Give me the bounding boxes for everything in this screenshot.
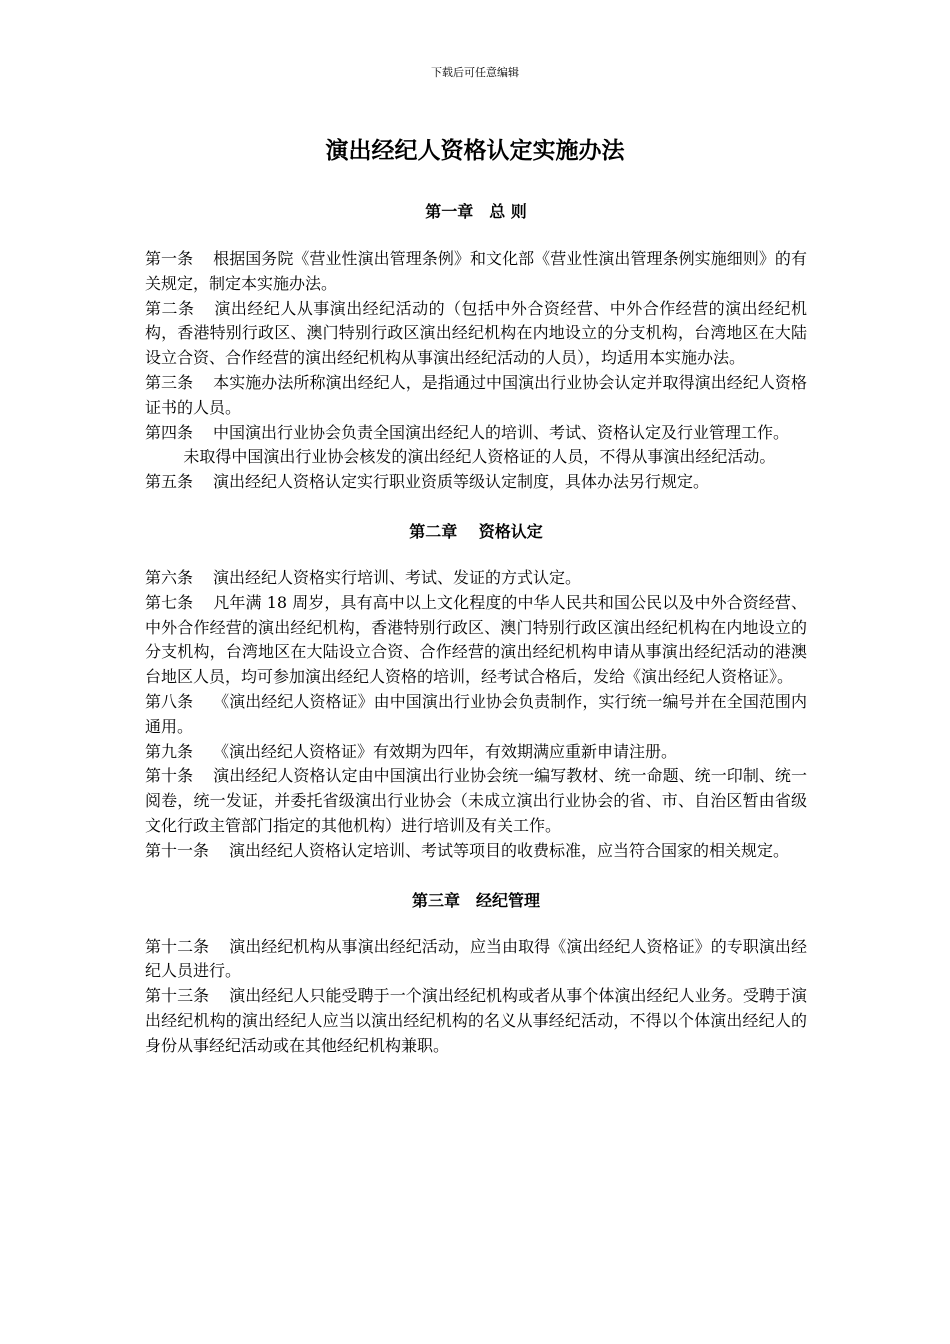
article-number: 第十一条 xyxy=(145,840,210,860)
chapter-title: 第二章 资格认定 xyxy=(409,521,543,541)
article xyxy=(145,247,807,297)
header-note: 下载后可任意编辑 xyxy=(431,66,519,79)
article-text: 未取得中国演出行业协会核发的演出经纪人资格证的人员，不得从事演出经纪活动。 xyxy=(183,447,776,467)
article-text: 演出经纪人资格认定实行职业资质等级认定制度，具体办法另行规定。 xyxy=(213,472,710,492)
article-number: 第十条 xyxy=(145,766,194,786)
article xyxy=(145,839,807,864)
article-text: 演出经纪人从事演出经纪活动的（包括中外合资经营、中外合作经营的演出经纪机构，香港特别行政区、澳门特别行政区演出经纪机构在内地设立的分支机构，台湾地区在大陆设立合资、合作经营的演出经纪机构从事演出经纪活动的人员），均适用本实施办法。 xyxy=(145,298,807,368)
article-number: 第一条 xyxy=(145,249,194,268)
article-text: 本实施办法所称演出经纪人，是指通过中国演出行业协会认定并取得演出经纪人资格证书的人员。 xyxy=(145,372,807,417)
article-text: 演出经纪人只能受聘于一个演出经纪机构或者从事个体演出经纪人业务。受聘于演出经纪机构的演出经纪人应当以演出经纪机构的名义从事经纪活动，不得以个体演出经纪人的身份从事经纪活动或在其他经纪机构兼职。 xyxy=(145,986,807,1055)
article-number: 第九条 xyxy=(145,741,194,761)
article-text: 演出经纪人资格认定由中国演出行业协会统一编写教材、统一命题、统一印制、统一阅卷，统一发证，并委托省级演出行业协会（未成立演出行业协会的省、市、自治区暂由省级文化行政主管部门指定的其他机构）进行培训及有关工作。 xyxy=(145,766,807,835)
article-number: 第六条 xyxy=(145,567,194,587)
chapter-2 xyxy=(145,520,807,864)
article-number: 第七条 xyxy=(145,592,194,612)
article xyxy=(145,421,807,446)
article-continuation xyxy=(145,445,807,470)
article-number: 第二条 xyxy=(145,298,195,318)
article-text: 凡年满 18 周岁，具有高中以上文化程度的中华人民共和国公民以及中外合资经营、中外合作经营的演出经纪机构，香港特别行政区、澳门特别行政区演出经纪机构在内地设立的分支机构，台湾地区在大陆设立合资、合作经营的演出经纪机构申请从事演出经纪活动的港澳台地区人员，均可参加演出经纪人资格的培训，经考试合格后，发给《演出经纪人资格证》。 xyxy=(145,592,807,687)
chapter-title: 第一章 总 则 xyxy=(425,202,527,221)
article-text: 中国演出行业协会负责全国演出经纪人的培训、考试、资格认定及行业管理工作。 xyxy=(213,422,790,442)
article-number: 第八条 xyxy=(145,691,194,711)
article-number: 第十三条 xyxy=(145,986,210,1006)
article xyxy=(145,935,807,985)
article xyxy=(145,764,807,838)
article xyxy=(145,591,807,690)
article xyxy=(145,371,807,421)
article-number: 第十二条 xyxy=(145,936,210,956)
article-number: 第四条 xyxy=(145,422,194,442)
article-text: 演出经纪人资格认定培训、考试等项目的收费标准，应当符合国家的相关规定。 xyxy=(229,840,790,860)
chapter-1 xyxy=(145,200,807,495)
article-text: 演出经纪人资格实行培训、考试、发证的方式认定。 xyxy=(213,567,582,587)
document-title: 演出经纪人资格认定实施办法 xyxy=(325,137,625,164)
article xyxy=(145,690,807,740)
chapter-title: 第三章 经纪管理 xyxy=(411,890,540,910)
article-text: 演出经纪机构从事演出经纪活动，应当由取得《演出经纪人资格证》的专职演出经纪人员进行。 xyxy=(145,936,807,981)
document-body xyxy=(145,200,807,1059)
article-number: 第三条 xyxy=(145,372,194,392)
article xyxy=(145,984,807,1058)
article xyxy=(145,740,807,765)
article-number: 第五条 xyxy=(145,472,194,492)
chapter-3 xyxy=(145,889,807,1059)
article-text: 《演出经纪人资格证》有效期为四年，有效期满应重新申请注册。 xyxy=(213,741,678,761)
article-text: 根据国务院《营业性演出管理条例》和文化部《营业性演出管理条例实施细则》的有关规定，制定本实施办法。 xyxy=(145,249,807,293)
article xyxy=(145,566,807,591)
article xyxy=(145,470,807,495)
article xyxy=(145,297,807,371)
article-text: 《演出经纪人资格证》由中国演出行业协会负责制作，实行统一编号并在全国范围内通用。 xyxy=(145,691,807,736)
